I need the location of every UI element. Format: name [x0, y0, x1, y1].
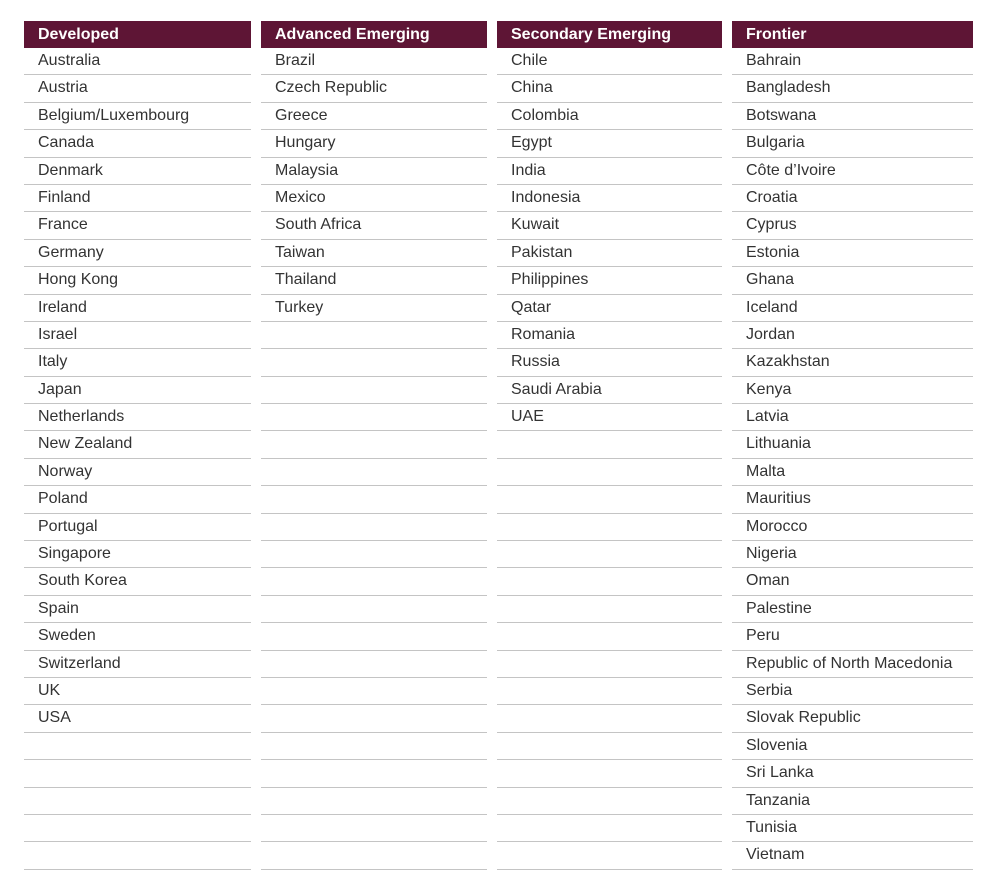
market-cell: Denmark	[24, 158, 251, 185]
market-cell: UAE	[497, 404, 722, 431]
market-cell: Bulgaria	[732, 130, 973, 157]
market-cell: Norway	[24, 459, 251, 486]
market-cell: Brazil	[261, 48, 487, 75]
market-cell: Thailand	[261, 267, 487, 294]
column-header: Frontier	[732, 21, 973, 48]
empty-cell	[497, 842, 722, 869]
market-cell: Israel	[24, 322, 251, 349]
market-cell: Pakistan	[497, 240, 722, 267]
market-cell: Malaysia	[261, 158, 487, 185]
market-cell: Serbia	[732, 678, 973, 705]
market-cell: Sri Lanka	[732, 760, 973, 787]
market-cell: India	[497, 158, 722, 185]
empty-cell	[24, 815, 251, 842]
empty-cell	[497, 678, 722, 705]
empty-cell	[497, 431, 722, 458]
empty-cell	[497, 541, 722, 568]
market-cell: Indonesia	[497, 185, 722, 212]
column-list	[732, 48, 973, 870]
column-header: Secondary Emerging	[497, 21, 722, 48]
empty-cell	[261, 541, 487, 568]
market-cell: Vietnam	[732, 842, 973, 869]
market-cell: Romania	[497, 322, 722, 349]
market-cell: Portugal	[24, 514, 251, 541]
empty-cell	[24, 760, 251, 787]
market-cell: Bangladesh	[732, 75, 973, 102]
market-cell: Taiwan	[261, 240, 487, 267]
market-cell: Mexico	[261, 185, 487, 212]
empty-cell	[497, 459, 722, 486]
market-cell: Spain	[24, 596, 251, 623]
market-cell: Republic of North Macedonia	[732, 651, 973, 678]
empty-cell	[24, 788, 251, 815]
empty-cell	[261, 733, 487, 760]
market-cell: Malta	[732, 459, 973, 486]
empty-cell	[261, 705, 487, 732]
market-cell: Philippines	[497, 267, 722, 294]
market-cell: Jordan	[732, 322, 973, 349]
empty-cell	[24, 733, 251, 760]
market-cell: Czech Republic	[261, 75, 487, 102]
market-cell: Lithuania	[732, 431, 973, 458]
market-cell: Egypt	[497, 130, 722, 157]
empty-cell	[261, 404, 487, 431]
market-cell: Kuwait	[497, 212, 722, 239]
empty-cell	[261, 623, 487, 650]
market-cell: Iceland	[732, 295, 973, 322]
market-cell: Ghana	[732, 267, 973, 294]
empty-cell	[261, 322, 487, 349]
empty-cell	[497, 514, 722, 541]
market-cell: Peru	[732, 623, 973, 650]
market-cell: Estonia	[732, 240, 973, 267]
empty-cell	[497, 623, 722, 650]
market-cell: New Zealand	[24, 431, 251, 458]
empty-cell	[261, 596, 487, 623]
empty-cell	[497, 815, 722, 842]
market-cell: Poland	[24, 486, 251, 513]
market-cell: South Korea	[24, 568, 251, 595]
column-header: Developed	[24, 21, 251, 48]
column-advanced-emerging	[261, 21, 487, 870]
market-cell: Slovak Republic	[732, 705, 973, 732]
market-cell: UK	[24, 678, 251, 705]
empty-cell	[497, 760, 722, 787]
market-cell: Japan	[24, 377, 251, 404]
market-cell: Hungary	[261, 130, 487, 157]
market-cell: Russia	[497, 349, 722, 376]
empty-cell	[261, 486, 487, 513]
empty-cell	[497, 596, 722, 623]
market-cell: Kenya	[732, 377, 973, 404]
market-cell: Botswana	[732, 103, 973, 130]
column-developed	[24, 21, 251, 870]
market-cell: Latvia	[732, 404, 973, 431]
market-cell: Greece	[261, 103, 487, 130]
column-header: Advanced Emerging	[261, 21, 487, 48]
market-cell: Slovenia	[732, 733, 973, 760]
empty-cell	[261, 678, 487, 705]
market-cell: Germany	[24, 240, 251, 267]
market-cell: Turkey	[261, 295, 487, 322]
market-cell: Croatia	[732, 185, 973, 212]
market-cell: Qatar	[497, 295, 722, 322]
empty-cell	[261, 514, 487, 541]
market-cell: Côte d’Ivoire	[732, 158, 973, 185]
empty-cell	[497, 651, 722, 678]
empty-cell	[261, 431, 487, 458]
market-cell: Sweden	[24, 623, 251, 650]
market-cell: Ireland	[24, 295, 251, 322]
empty-cell	[261, 459, 487, 486]
empty-cell	[497, 733, 722, 760]
column-list	[261, 48, 487, 870]
column-list	[497, 48, 722, 870]
empty-cell	[261, 377, 487, 404]
market-cell: Netherlands	[24, 404, 251, 431]
market-cell: China	[497, 75, 722, 102]
market-cell: Oman	[732, 568, 973, 595]
market-cell: Italy	[24, 349, 251, 376]
market-cell: Palestine	[732, 596, 973, 623]
market-cell: Tunisia	[732, 815, 973, 842]
market-cell: Tanzania	[732, 788, 973, 815]
empty-cell	[497, 788, 722, 815]
empty-cell	[497, 568, 722, 595]
market-cell: Cyprus	[732, 212, 973, 239]
empty-cell	[497, 486, 722, 513]
market-cell: Bahrain	[732, 48, 973, 75]
empty-cell	[261, 651, 487, 678]
market-cell: Morocco	[732, 514, 973, 541]
market-cell: Mauritius	[732, 486, 973, 513]
column-secondary-emerging	[497, 21, 722, 870]
market-cell: Kazakhstan	[732, 349, 973, 376]
empty-cell	[24, 842, 251, 869]
market-cell: Singapore	[24, 541, 251, 568]
market-cell: Chile	[497, 48, 722, 75]
empty-cell	[261, 349, 487, 376]
market-cell: France	[24, 212, 251, 239]
market-cell: Saudi Arabia	[497, 377, 722, 404]
market-cell: Canada	[24, 130, 251, 157]
empty-cell	[261, 788, 487, 815]
market-cell: Australia	[24, 48, 251, 75]
empty-cell	[261, 815, 487, 842]
market-cell: Switzerland	[24, 651, 251, 678]
empty-cell	[261, 568, 487, 595]
market-cell: Nigeria	[732, 541, 973, 568]
empty-cell	[261, 760, 487, 787]
market-cell: Belgium/Luxembourg	[24, 103, 251, 130]
market-cell: USA	[24, 705, 251, 732]
market-cell: Austria	[24, 75, 251, 102]
market-cell: Colombia	[497, 103, 722, 130]
market-cell: Hong Kong	[24, 267, 251, 294]
market-cell: Finland	[24, 185, 251, 212]
empty-cell	[261, 842, 487, 869]
empty-cell	[497, 705, 722, 732]
market-cell: South Africa	[261, 212, 487, 239]
column-list	[24, 48, 251, 870]
column-frontier	[732, 21, 973, 870]
